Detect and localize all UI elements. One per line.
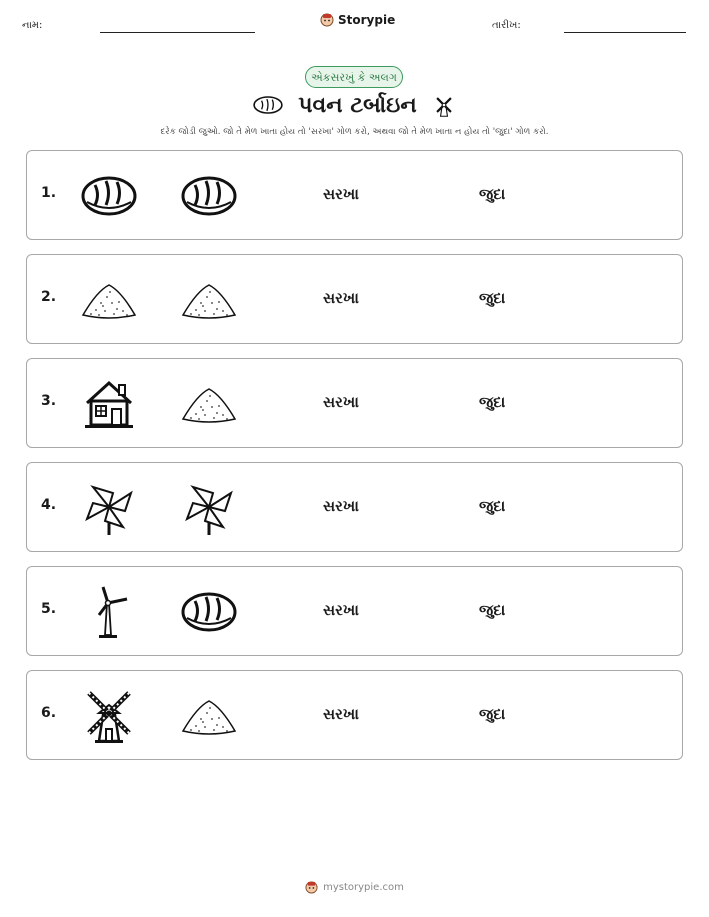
name-label: નામ: — [22, 20, 43, 31]
storypie-logo-icon — [305, 881, 318, 894]
bread-icon — [252, 94, 284, 116]
date-label: તારીખ: — [492, 20, 521, 31]
pinwheel-icon — [179, 481, 239, 535]
question-number: 4. — [41, 497, 57, 513]
question-row-3 — [26, 358, 683, 448]
sand-pile-icon — [179, 273, 239, 327]
same-option[interactable]: સરખા — [323, 497, 359, 515]
question-row-4 — [26, 462, 683, 552]
different-option[interactable]: જુદા — [479, 497, 506, 515]
question-row-1 — [26, 150, 683, 240]
same-option[interactable]: સરખા — [323, 289, 359, 307]
different-option[interactable]: જુદા — [479, 601, 506, 619]
topic-tag: એકસરખું કે અલગ — [305, 66, 403, 88]
same-option[interactable]: સરખા — [323, 185, 359, 203]
same-option[interactable]: સરખા — [323, 393, 359, 411]
question-number: 2. — [41, 289, 57, 305]
house-icon — [79, 377, 139, 431]
footer-url[interactable]: mystorypie.com — [323, 882, 404, 893]
question-number: 3. — [41, 393, 57, 409]
question-row-6 — [26, 670, 683, 760]
sand-pile-icon — [79, 273, 139, 327]
sand-pile-icon — [179, 689, 239, 743]
wind-turbine-icon — [79, 585, 139, 639]
sand-pile-icon — [179, 377, 239, 431]
question-row-5 — [26, 566, 683, 656]
footer — [0, 881, 709, 894]
bread-icon — [179, 169, 239, 223]
brand — [320, 13, 395, 27]
title-row — [0, 90, 709, 120]
bread-icon — [179, 585, 239, 639]
same-option[interactable]: સરખા — [323, 601, 359, 619]
bread-icon — [79, 169, 139, 223]
brand-name: Storypie — [338, 13, 396, 27]
name-line[interactable] — [100, 32, 255, 33]
question-number: 5. — [41, 601, 57, 617]
different-option[interactable]: જુદા — [479, 393, 506, 411]
instructions: દરેક જોડી જુઓ. જો તે મેળ ખાતા હોય તો 'સરખા' ગોળ કરો, અથવા જો તે મેળ ખાતા ન હોય તો 'જુદા' ગોળ કરો. — [160, 127, 549, 137]
different-option[interactable]: જુદા — [479, 289, 506, 307]
different-option[interactable]: જુદા — [479, 185, 506, 203]
question-number: 6. — [41, 705, 57, 721]
date-line[interactable] — [564, 32, 686, 33]
question-row-2 — [26, 254, 683, 344]
different-option[interactable]: જુદા — [479, 705, 506, 723]
windmill-icon — [79, 689, 139, 743]
worksheet-title: પવન ટર્બાઇન — [298, 92, 417, 118]
question-number: 1. — [41, 185, 57, 201]
same-option[interactable]: સરખા — [323, 705, 359, 723]
windmill-icon — [431, 90, 457, 120]
pinwheel-icon — [79, 481, 139, 535]
storypie-logo-icon — [320, 13, 334, 27]
